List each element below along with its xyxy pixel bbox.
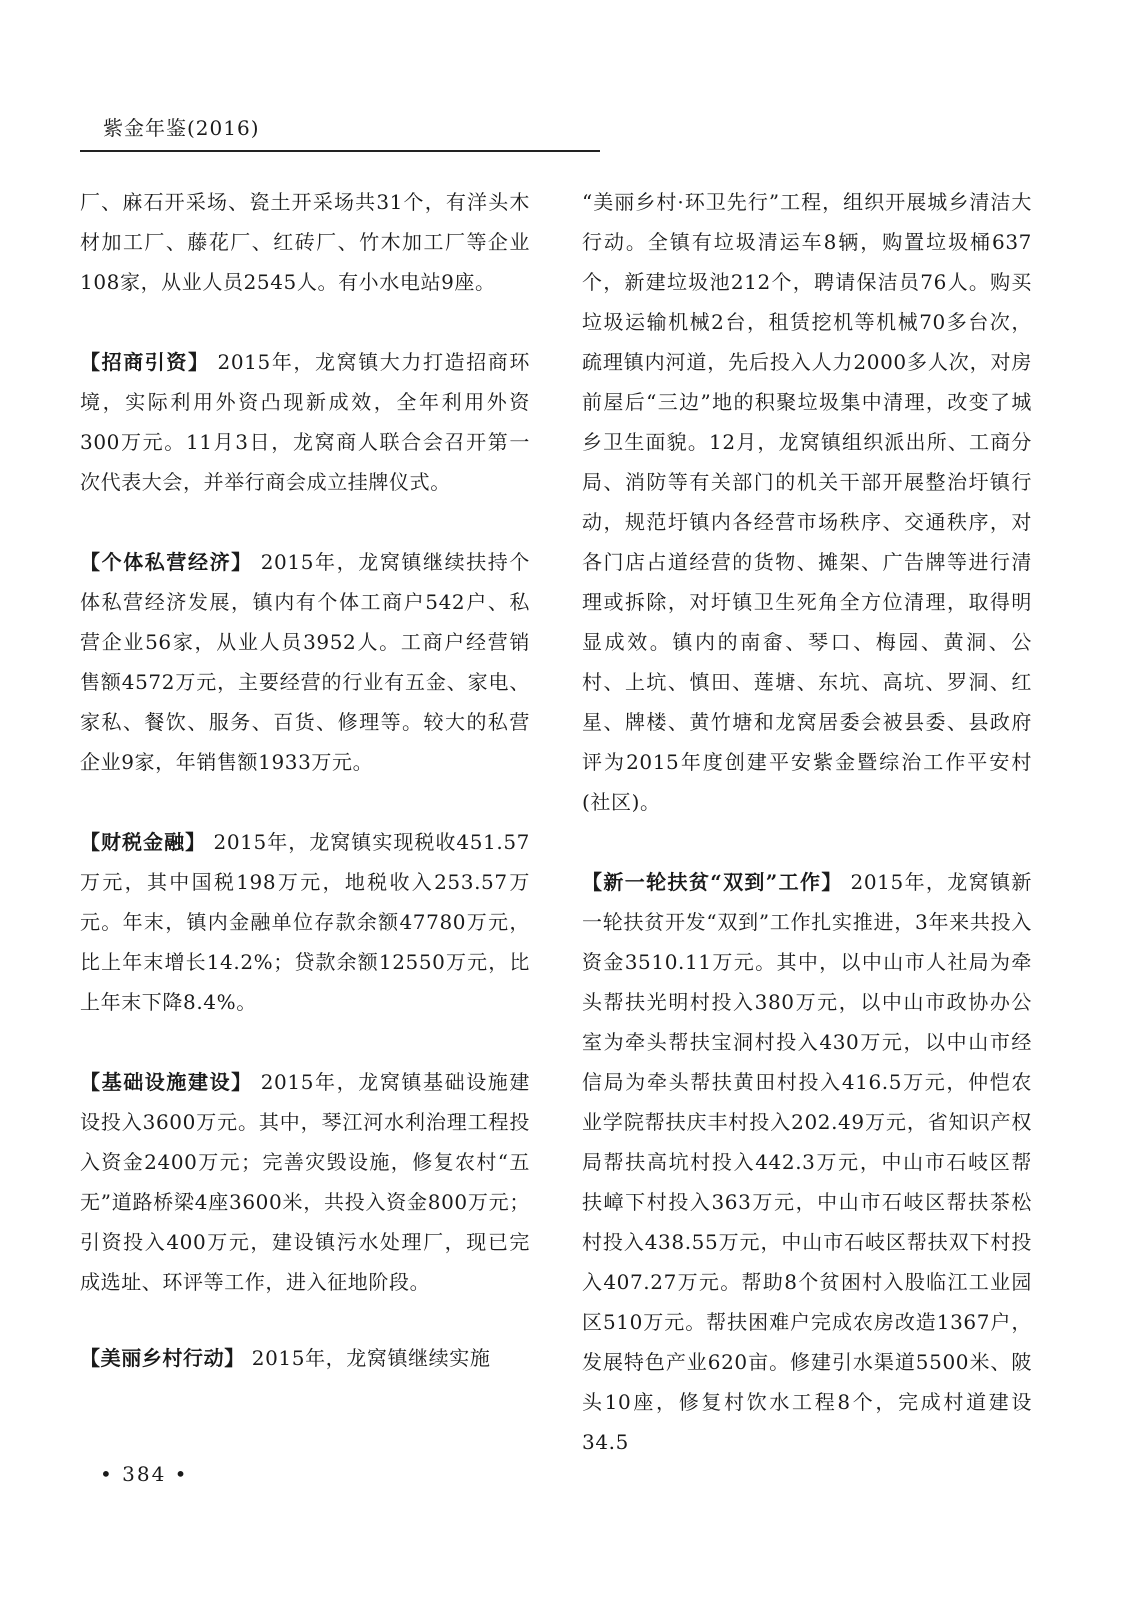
finance-body: 2015年，龙窝镇实现税收451.57万元，其中国税198万元，地税收入253.57万元。年末，镇内金融单位存款余额47780万元，比上年末增长14.2%；贷款余额12550万元，比上年末下降8.4%。 <box>80 830 530 1014</box>
page-number: • 384 • <box>100 1462 189 1486</box>
poverty-body: 2015年，龙窝镇新一轮扶贫开发“双到”工作扎实推进，3年来共投入资金3510.11万元。其中，以中山市人社局为牵头帮扶光明村投入380万元，以中山市政协办公室为牵头帮扶宝洞村投入430万元，以中山市经信局为牵头帮扶黄田村投入416.5万元，仲恺农业学院帮扶庆丰村投入202.49万元，省知识产权局帮扶高坑村投入442.3万元，中山市石岐区帮扶嶂下村投入363万元，中山市石岐区帮扶茶松村投入438.55万元，中山市石岐区帮扶双下村投入407.27万元。帮助8个贫困村入股临江工业园区510万元。帮扶困难户完成农房改造1367户，发展特色产业620亩。修建引水渠道5500米、陂头10座，修复村饮水工程8个，完成村道建设34.5 <box>582 870 1033 1454</box>
left-column <box>80 182 530 1378</box>
infrastructure-body: 2015年，龙窝镇基础设施建设投入3600万元。其中，琴江河水利治理工程投入资金2400万元；完善灾毁设施，修复农村“五无”道路桥梁4座3600米，共投入资金800万元；引资投入400万元，建设镇污水处理厂，现已完成选址、环评等工作，进入征地阶段。 <box>80 1070 530 1294</box>
investment-heading: 【招商引资】 <box>80 350 210 374</box>
beautiful-village-heading: 【美丽乡村行动】 <box>80 1346 245 1370</box>
investment-paragraph <box>80 342 530 502</box>
infrastructure-paragraph <box>80 1062 530 1302</box>
infrastructure-heading: 【基础设施建设】 <box>80 1070 253 1094</box>
beautiful-village-continuation: “美丽乡村·环卫先行”工程，组织开展城乡清洁大行动。全镇有垃圾清运车8辆，购置垃圾桶637个，新建垃圾池212个，聘请保洁员76人。购买垃圾运输机械2台，租赁挖机等机械70多台次，疏理镇内河道，先后投入人力2000多人次，对房前屋后“三边”地的积聚垃圾集中清理，改变了城乡卫生面貌。12月，龙窝镇组织派出所、工商分局、消防等有关部门的机关干部开展整治圩镇行动，规范圩镇内各经营市场秩序、交通秩序，对各门店占道经营的货物、摊架、广告牌等进行清理或拆除，对圩镇卫生死角全方位清理，取得明显成效。镇内的南畲、琴口、梅园、黄洞、公村、上坑、慎田、莲塘、东坑、高坑、罗洞、红星、牌楼、黄竹塘和龙窝居委会被县委、县政府评为2015年度创建平安紫金暨综治工作平安村(社区)。 <box>582 190 1032 814</box>
finance-heading: 【财税金融】 <box>80 830 207 854</box>
private-economy-paragraph <box>80 542 530 782</box>
investment-body: 2015年，龙窝镇大力打造招商环境，实际利用外资凸现新成效，全年利用外资300万元。11月3日，龙窝商人联合会召开第一次代表大会，并举行商会成立挂牌仪式。 <box>80 350 530 494</box>
intro-paragraph: 厂、麻石开采场、瓷土开采场共31个，有洋头木材加工厂、藤花厂、红砖厂、竹木加工厂等企业108家，从业人员2545人。有小水电站9座。 <box>80 190 530 294</box>
beautiful-village-body: 2015年，龙窝镇继续实施 <box>244 1346 491 1370</box>
private-economy-body: 2015年，龙窝镇继续扶持个体私营经济发展，镇内有个体工商户542户、私营企业56家，从业人员3952人。工商户经营销售额4572万元，主要经营的行业有五金、家电、家私、餐饮、服务、百货、修理等。较大的私营企业9家，年销售额1933万元。 <box>80 550 530 774</box>
finance-paragraph <box>80 822 530 1022</box>
header-rule <box>80 150 600 152</box>
beautiful-village-paragraph <box>80 1338 530 1378</box>
poverty-heading: 【新一轮扶贫“双到”工作】 <box>582 870 843 894</box>
private-economy-heading: 【个体私营经济】 <box>80 550 253 574</box>
poverty-paragraph <box>582 862 1032 1462</box>
right-column <box>582 182 1032 1462</box>
running-header-title: 紫金年鉴(2016) <box>103 116 260 140</box>
